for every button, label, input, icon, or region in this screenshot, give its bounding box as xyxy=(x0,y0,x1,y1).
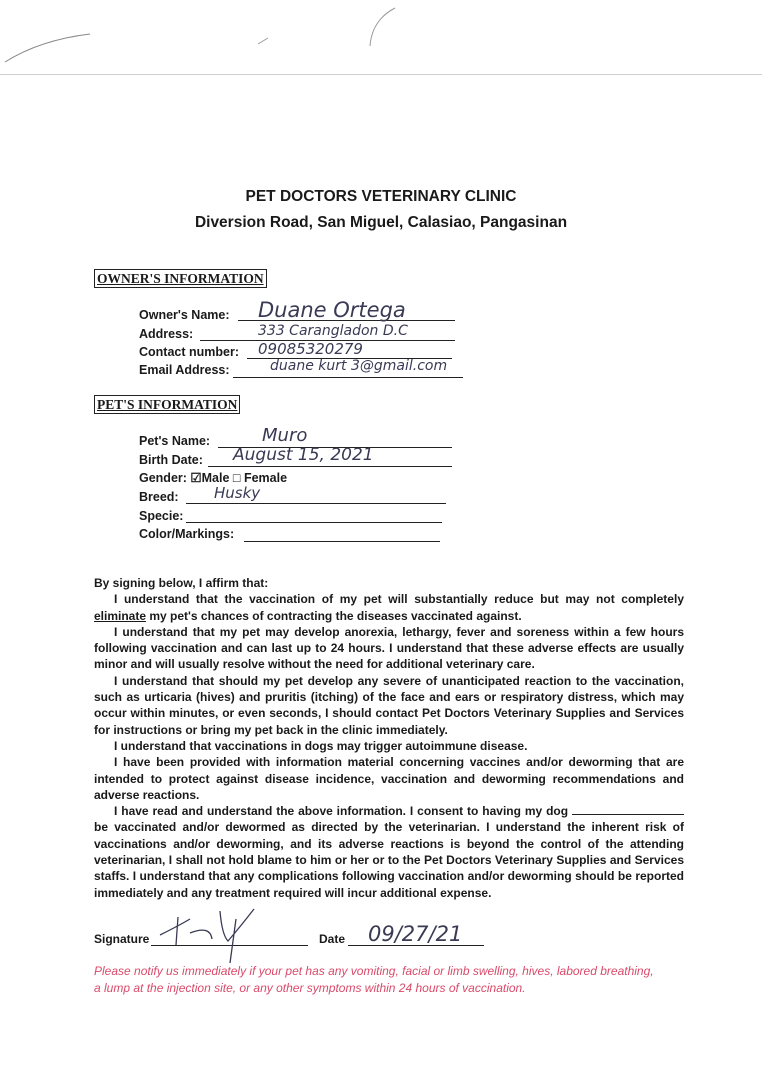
specie-label: Specie: xyxy=(139,509,184,523)
consent-paragraph-3: I understand that should my pet develop any severe of unanticipated reaction to the vaccination, such as urticaria (hives) and pruritis (itching) of the face and ears or respiratory distress, which may occur within minutes, or even seconds, I should contact Pet Doctors Veterinary Supplies and Services for instructions or bring my pet back in the clinic immediately. xyxy=(94,673,684,737)
scan-mark xyxy=(0,0,762,80)
consent-paragraph-1: I understand that the vaccination of my pet will substantially reduce but may not completely eliminate my pet's chances of contracting the diseases vaccinated against. xyxy=(94,592,684,623)
clinic-name: PET DOCTORS VETERINARY CLINIC xyxy=(245,188,517,205)
contact-label: Contact number: xyxy=(139,345,239,359)
female-option-label: Female xyxy=(243,471,288,485)
dog-name-blank[interactable] xyxy=(572,803,684,815)
color-markings-field[interactable] xyxy=(244,525,440,542)
consent-paragraph-4: I understand that vaccinations in dogs may trigger autoimmune disease. xyxy=(114,738,528,753)
pet-name-value: Muro xyxy=(262,425,308,446)
signature-scribble xyxy=(150,905,260,965)
male-option-label: Male xyxy=(201,471,230,485)
consent-paragraph-2: I understand that my pet may develop anorexia, lethargy, fever and soreness within a few hours following vaccination and can last up to 24 hours. I understand that these adverse effects are usually minor and will usually resolve without the need for additional veterinary care. xyxy=(94,624,684,672)
address-value: 333 Carangladon D.C xyxy=(258,323,408,339)
signature-label: Signature xyxy=(94,932,150,946)
email-label: Email Address: xyxy=(139,363,230,377)
pet-name-label: Pet's Name: xyxy=(139,434,211,448)
male-checkbox[interactable]: ☑ xyxy=(190,471,202,485)
owner-section-title: OWNER'S INFORMATION xyxy=(94,269,267,288)
owner-name-value: Duane Ortega xyxy=(258,298,406,322)
date-value: 09/27/21 xyxy=(368,922,463,946)
gender-label: Gender: xyxy=(139,471,187,485)
email-value: duane kurt 3@gmail.com xyxy=(270,358,448,374)
owner-name-label: Owner's Name: xyxy=(139,308,230,322)
color-markings-label: Color/Markings: xyxy=(139,527,235,541)
contact-value: 09085320279 xyxy=(258,340,363,358)
address-label: Address: xyxy=(139,327,194,341)
consent-text xyxy=(94,575,684,901)
vaccination-notice: Please notify us immediately if your pet has any vomiting, facial or limb swelling, hives, labored breathing, a lump at the injection site, or any other symptoms within 24 hours of vaccination. xyxy=(94,964,654,995)
consent-intro: By signing below, I affirm that: xyxy=(94,576,269,590)
female-checkbox[interactable]: □ xyxy=(232,471,241,485)
pet-section-title: PET'S INFORMATION xyxy=(94,395,240,414)
birth-date-value: August 15, 2021 xyxy=(233,445,374,465)
breed-value: Husky xyxy=(214,484,261,502)
clinic-address: Diversion Road, San Miguel, Calasiao, Pangasinan xyxy=(194,214,568,231)
consent-paragraph-6: I have read and understand the above information. I consent to having my dog be vaccinated and/or dewormed as directed by the veterinarian. I understand the inherent risk of vaccinations and/or deworming, and its adverse reactions is beyond the control of the attending veterinarian, I shall not hold blame to him or her or to the Pet Doctors Veterinary Supplies and Services staffs. I understand that any complications following vaccination and/or deworming should be reported immediately and any treatment required will incur additional expense. xyxy=(94,804,684,900)
consent-paragraph-5: I have been provided with information material concerning vaccines and/or deworming that are intended to protect against disease incidence, vaccination and deworming recommendations and adverse reactions. xyxy=(94,755,684,802)
birth-date-label: Birth Date: xyxy=(139,453,203,467)
breed-label: Breed: xyxy=(139,490,179,504)
specie-field[interactable] xyxy=(186,506,442,523)
date-label: Date xyxy=(319,932,346,946)
